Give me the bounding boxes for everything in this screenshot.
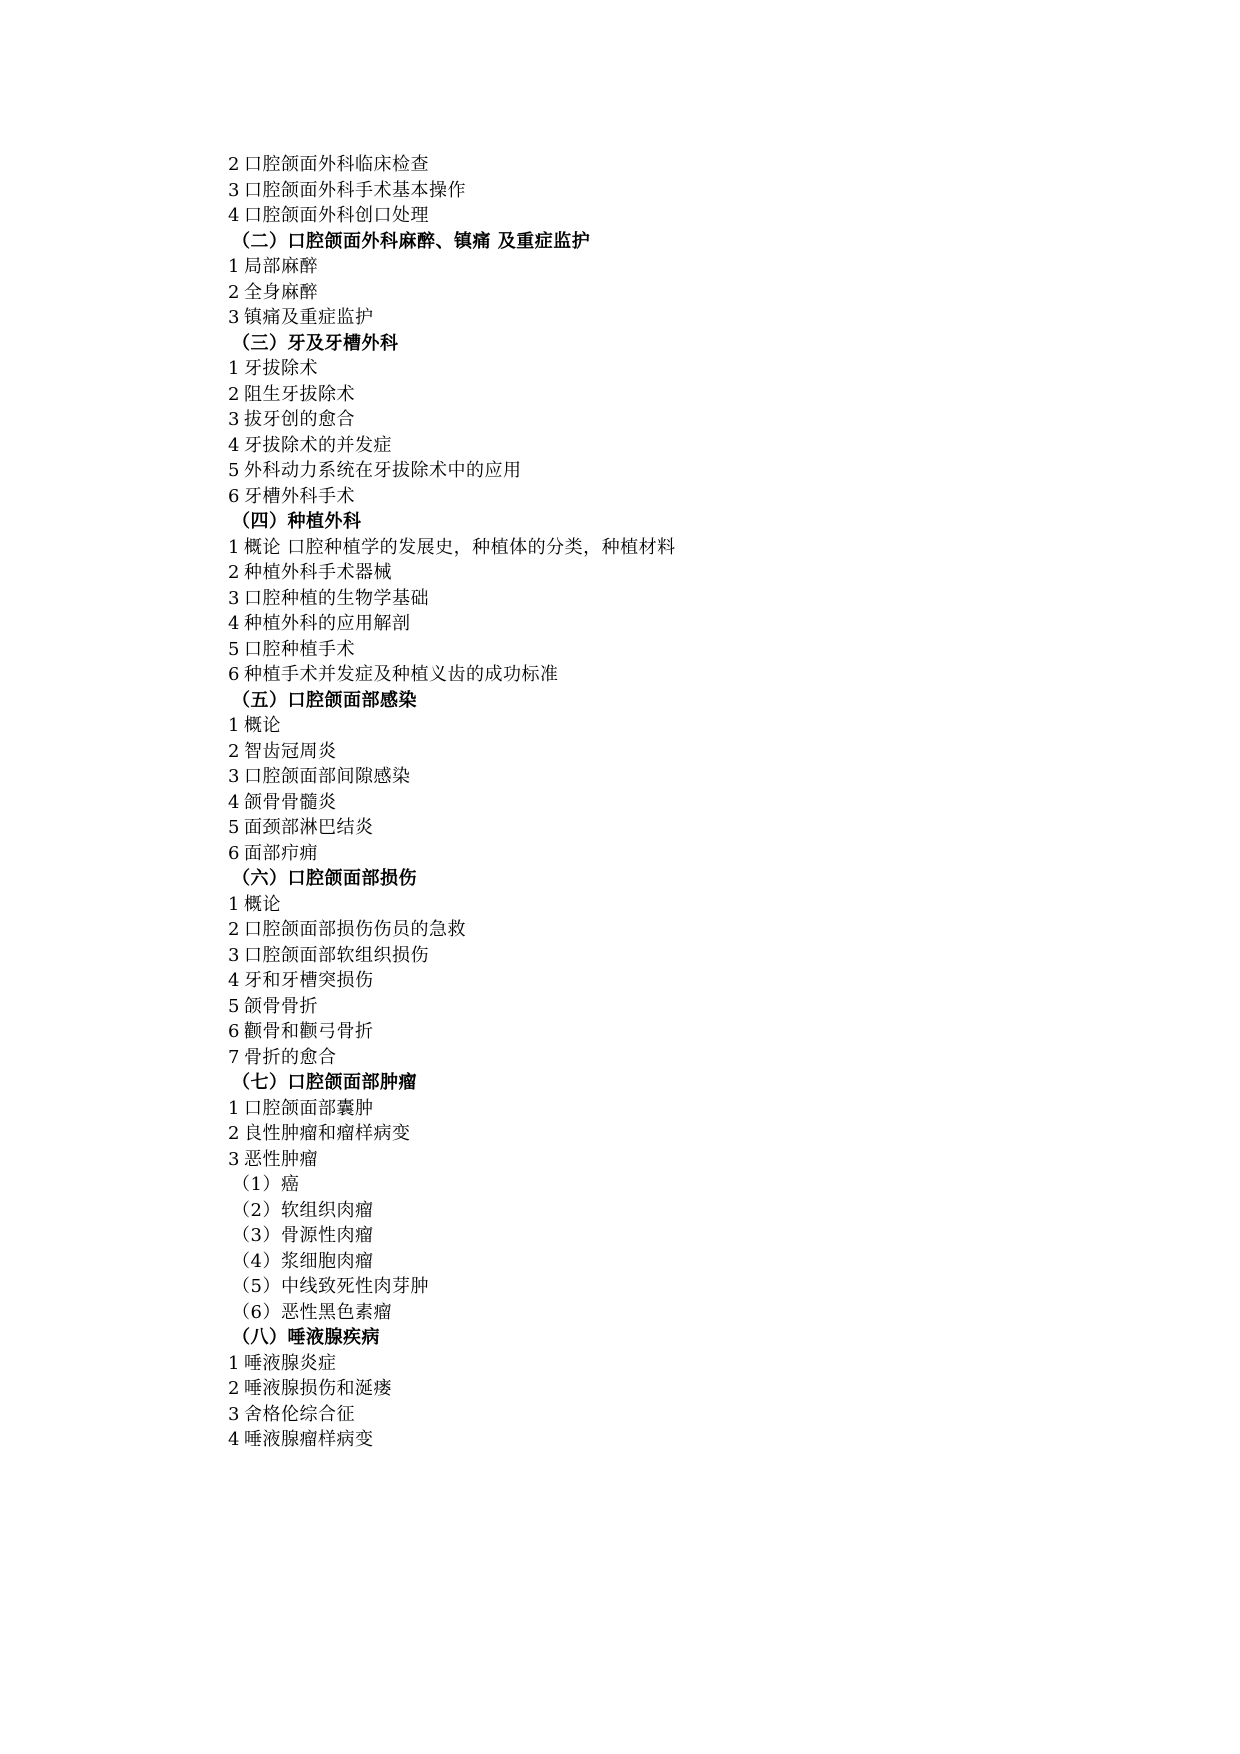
item-number: 1	[228, 536, 240, 558]
list-item	[228, 943, 1028, 969]
item-text: 阻生牙拔除术	[243, 383, 355, 405]
list-item	[228, 637, 1028, 663]
item-number: 2	[228, 154, 240, 175]
list-item	[228, 1147, 1028, 1173]
item-number: 5	[228, 460, 240, 481]
list-item	[228, 841, 1028, 867]
list-item	[228, 560, 1028, 586]
list-item	[228, 280, 1028, 306]
document-page	[228, 152, 1028, 1453]
item-text: 舍格伦综合征	[243, 1403, 355, 1425]
item-number: 3	[228, 307, 240, 328]
item-number: 1	[228, 358, 240, 379]
item-text: 牙和牙槽突损伤	[243, 970, 374, 991]
item-text: 牙槽外科手术	[243, 485, 355, 507]
item-number: 1	[228, 1352, 240, 1374]
list-item	[228, 458, 1028, 484]
list-item	[228, 484, 1028, 510]
item-number: 3	[228, 766, 240, 787]
item-text: 镇痛及重症监护	[243, 307, 374, 328]
list-item	[228, 586, 1028, 612]
item-text: 口腔颌面部间隙感染	[243, 766, 411, 787]
item-number: 3	[228, 587, 240, 609]
list-item	[228, 407, 1028, 433]
list-item	[228, 152, 1028, 178]
item-text: 口腔颌面部损伤伤员的急救	[243, 919, 466, 940]
item-text: 颌骨骨折	[243, 995, 318, 1017]
item-text: 种植手术并发症及种植义齿的成功标准	[243, 664, 559, 685]
item-number: 5	[228, 995, 240, 1017]
section-heading: （八）唾液腺疾病	[232, 1327, 380, 1348]
list-item	[228, 917, 1028, 943]
list-item	[228, 892, 1028, 918]
item-text: 口腔颌面部囊肿	[243, 1097, 374, 1119]
item-text: 局部麻醉	[243, 256, 318, 277]
item-text: 概论	[243, 893, 281, 915]
item-number: 2	[228, 740, 240, 762]
list-item	[228, 994, 1028, 1020]
item-text: 口腔种植手术	[243, 638, 355, 660]
item-text: 牙拔除术的并发症	[243, 434, 392, 456]
sub-item: （2）软组织肉瘤	[232, 1199, 374, 1221]
item-text: 口腔颌面外科临床检查	[243, 154, 429, 175]
list-item	[228, 611, 1028, 637]
item-number: 5	[228, 817, 240, 838]
item-text: 口腔颌面外科创口处理	[243, 205, 429, 226]
item-text: 恶性肿瘤	[243, 1148, 318, 1170]
item-text: 颌骨骨髓炎	[243, 791, 337, 813]
list-item	[228, 356, 1028, 382]
item-number: 6	[228, 842, 240, 864]
item-text: 口腔颌面部软组织损伤	[243, 944, 429, 966]
item-text: 面颈部淋巴结炎	[243, 817, 374, 838]
list-item	[228, 968, 1028, 994]
item-number: 2	[228, 1378, 240, 1399]
list-item	[228, 254, 1028, 280]
item-text: 骨折的愈合	[243, 1046, 337, 1068]
item-number: 3	[228, 409, 240, 430]
list-item	[228, 305, 1028, 331]
item-text: 唾液腺损伤和涎瘘	[243, 1378, 392, 1399]
list-item	[228, 662, 1028, 688]
item-number: 2	[228, 383, 240, 405]
item-text: 拔牙创的愈合	[243, 409, 355, 430]
list-item	[228, 1019, 1028, 1045]
item-number: 4	[228, 1429, 240, 1450]
item-number: 2	[228, 1123, 240, 1144]
item-number: 3	[228, 1403, 240, 1425]
item-text: 良性肿瘤和瘤样病变	[243, 1123, 411, 1144]
item-text: 唾液腺瘤样病变	[243, 1429, 374, 1450]
item-number: 1	[228, 715, 240, 736]
item-number: 2	[228, 562, 240, 583]
list-item	[228, 382, 1028, 408]
item-number: 3	[228, 1148, 240, 1170]
item-number: 1	[228, 1097, 240, 1119]
section-heading: （三）牙及牙槽外科	[232, 332, 399, 354]
item-text: 口腔颌面外科手术基本操作	[243, 179, 466, 201]
list-item	[228, 433, 1028, 459]
sub-item: （6）恶性黑色素瘤	[232, 1301, 392, 1323]
sub-item: （4）浆细胞肉瘤	[232, 1250, 374, 1272]
list-item	[228, 713, 1028, 739]
sub-item: （3）骨源性肉瘤	[232, 1225, 374, 1246]
item-number: 6	[228, 485, 240, 507]
section-heading: （四）种植外科	[232, 511, 362, 532]
list-item	[228, 739, 1028, 765]
item-number: 6	[228, 664, 240, 685]
section-heading: （二）口腔颌面外科麻醉、镇痛 及重症监护	[232, 230, 591, 252]
item-text: 智齿冠周炎	[243, 740, 337, 762]
item-number: 5	[228, 638, 240, 660]
list-item	[228, 203, 1028, 229]
item-text: 种植外科的应用解剖	[243, 613, 411, 634]
item-number: 2	[228, 919, 240, 940]
section-heading: （六）口腔颌面部损伤	[232, 868, 417, 889]
item-text: 概论	[243, 715, 281, 736]
list-item	[228, 1096, 1028, 1122]
item-number: 6	[228, 1021, 240, 1042]
item-text: 口腔种植的生物学基础	[243, 587, 429, 609]
item-text: 牙拔除术	[243, 358, 318, 379]
item-number: 1	[228, 256, 240, 277]
item-number: 3	[228, 179, 240, 201]
item-text: 面部疖痈	[243, 842, 318, 864]
item-number: 1	[228, 893, 240, 915]
item-text: 概论 口腔种植学的发展史，种植体的分类，种植材料	[243, 536, 676, 558]
section-heading: （五）口腔颌面部感染	[232, 689, 417, 711]
item-number: 4	[228, 970, 240, 991]
section-heading: （七）口腔颌面部肿瘤	[232, 1072, 417, 1093]
list-item	[228, 764, 1028, 790]
list-item	[228, 1121, 1028, 1147]
item-number: 4	[228, 613, 240, 634]
list-item	[228, 535, 1028, 561]
item-number: 7	[228, 1046, 240, 1068]
list-item	[228, 178, 1028, 204]
list-item	[228, 1045, 1028, 1071]
item-text: 颧骨和颧弓骨折	[243, 1021, 374, 1042]
item-text: 种植外科手术器械	[243, 562, 392, 583]
list-item	[228, 1427, 1028, 1453]
item-number: 4	[228, 791, 240, 813]
list-item	[228, 1402, 1028, 1428]
item-number: 2	[228, 281, 240, 303]
item-number: 4	[228, 205, 240, 226]
list-item	[228, 1351, 1028, 1377]
list-item	[228, 1376, 1028, 1402]
item-number: 4	[228, 434, 240, 456]
item-number: 3	[228, 944, 240, 966]
item-text: 唾液腺炎症	[243, 1352, 337, 1374]
item-text: 全身麻醉	[243, 281, 318, 303]
sub-item: （5）中线致死性肉芽肿	[232, 1276, 429, 1297]
list-item	[228, 815, 1028, 841]
item-text: 外科动力系统在牙拔除术中的应用	[243, 460, 522, 481]
list-item	[228, 790, 1028, 816]
sub-item: （1）癌	[232, 1174, 300, 1195]
